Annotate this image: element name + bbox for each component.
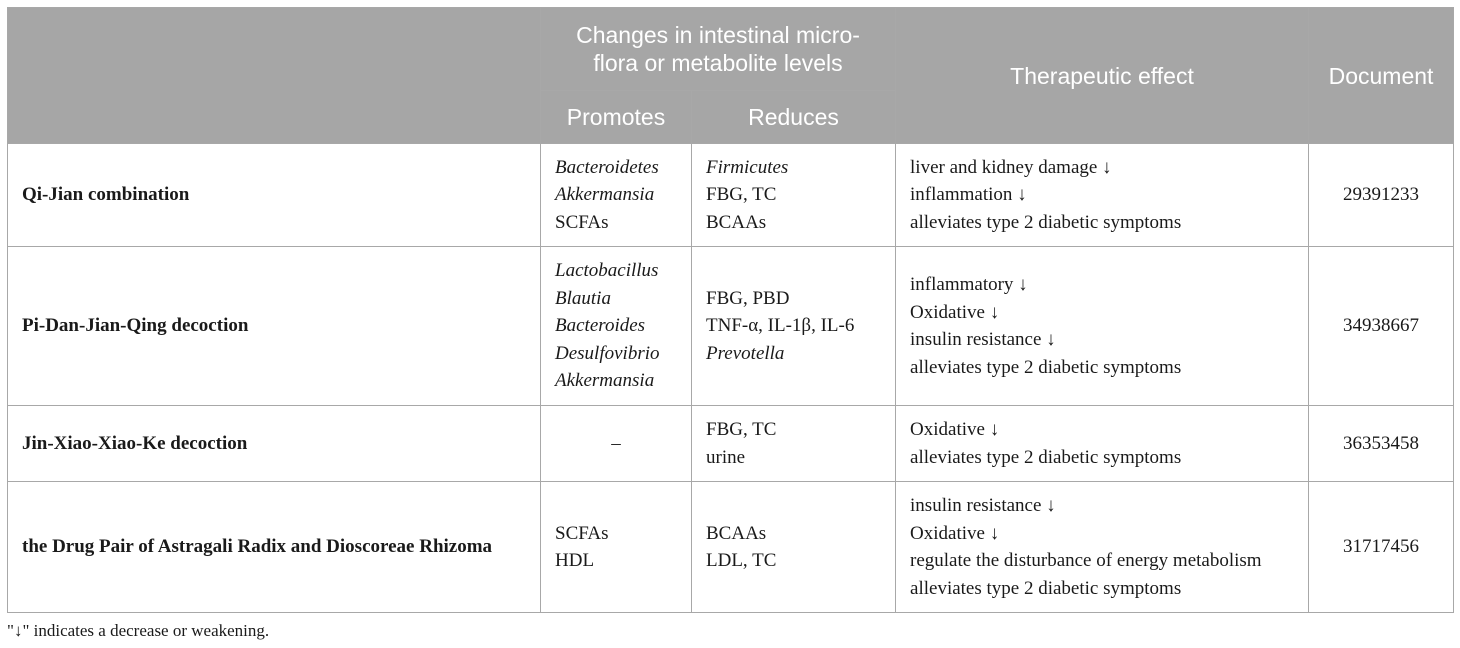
effect-item: Oxidative ↓ [910,419,1000,440]
promotes-item: SCFAs [555,211,609,233]
effect-item: insulin resistance ↓ [910,495,1056,516]
formula-name: Qi-Jian combination [8,144,541,247]
reduces-item: BCAAs [706,522,767,544]
reduces-item: TNF-α, IL-1β, IL-6 [706,315,855,337]
effect-item: Oxidative ↓ [910,522,1000,544]
effect-item: alleviates type 2 diabetic symptoms [910,356,1182,378]
promotes-item: Bacteroidetes [555,156,659,178]
reduces-item: FBG, PBD [706,287,790,309]
effect-item: regulate the disturbance of energy metabolism [910,550,1262,571]
table-header [8,8,1454,144]
promotes-item: Akkermansia [555,184,655,206]
document-id: 34938667 [1309,247,1454,406]
table-row [8,144,1454,247]
reduces-item: Prevotella [706,342,785,364]
effect-cell [896,482,1309,613]
reduces-cell [692,482,896,613]
promotes-cell [541,144,692,247]
effect-cell [896,406,1309,482]
reduces-item: Firmicutes [706,156,789,178]
effect-item: alleviates type 2 diabetic symptoms [910,211,1182,233]
data-table [7,7,1454,613]
header-changes: Changes in intestinal micro- flora or metabolite levels [541,8,896,91]
document-id: 31717456 [1309,482,1454,613]
header-therapeutic-effect: Therapeutic effect [896,8,1309,144]
footnote: "↓" indicates a decrease or weakening. [7,621,270,640]
table-row [8,247,1454,406]
effect-item: inflammatory ↓ [910,274,1028,295]
reduces-cell [692,406,896,482]
effect-item: Oxidative ↓ [910,301,1000,323]
promotes-item: SCFAs [555,522,609,544]
reduces-cell [692,247,896,406]
effect-item: inflammation ↓ [910,184,1027,206]
formula-name: Pi-Dan-Jian-Qing decoction [8,247,541,406]
effect-item: liver and kidney damage ↓ [910,156,1112,178]
promotes-item: Bacteroides [555,315,646,337]
promotes-item: Akkermansia [555,370,655,392]
table-row [8,406,1454,482]
document-id: 36353458 [1309,406,1454,482]
effect-cell [896,144,1309,247]
effect-cell [896,247,1309,406]
reduces-cell [692,144,896,247]
effect-item: alleviates type 2 diabetic symptoms [910,577,1182,599]
formula-name: Jin-Xiao-Xiao-Ke decoction [8,406,541,482]
reduces-item: LDL, TC [706,550,777,571]
header-reduces: Reduces [692,91,896,144]
promotes-item: Blautia [555,287,611,309]
formula-name: the Drug Pair of Astragali Radix and Dioscoreae Rhizoma [8,482,541,613]
promotes-cell [541,247,692,406]
promotes-item: Desulfovibrio [555,342,660,364]
header-document: Document [1309,8,1454,144]
reduces-item: FBG, TC [706,419,777,440]
promotes-empty-dash: – [541,406,692,482]
promotes-cell [541,482,692,613]
reduces-item: BCAAs [706,211,767,233]
reduces-item: FBG, TC [706,184,777,206]
promotes-item: HDL [555,550,595,571]
header-blank-cell [8,8,541,144]
effect-item: insulin resistance ↓ [910,329,1056,350]
reduces-item: urine [706,446,746,468]
table-row [8,482,1454,613]
promotes-item: Lactobacillus [555,260,659,282]
document-id: 29391233 [1309,144,1454,247]
header-promotes: Promotes [541,91,692,144]
effect-item: alleviates type 2 diabetic symptoms [910,446,1182,468]
